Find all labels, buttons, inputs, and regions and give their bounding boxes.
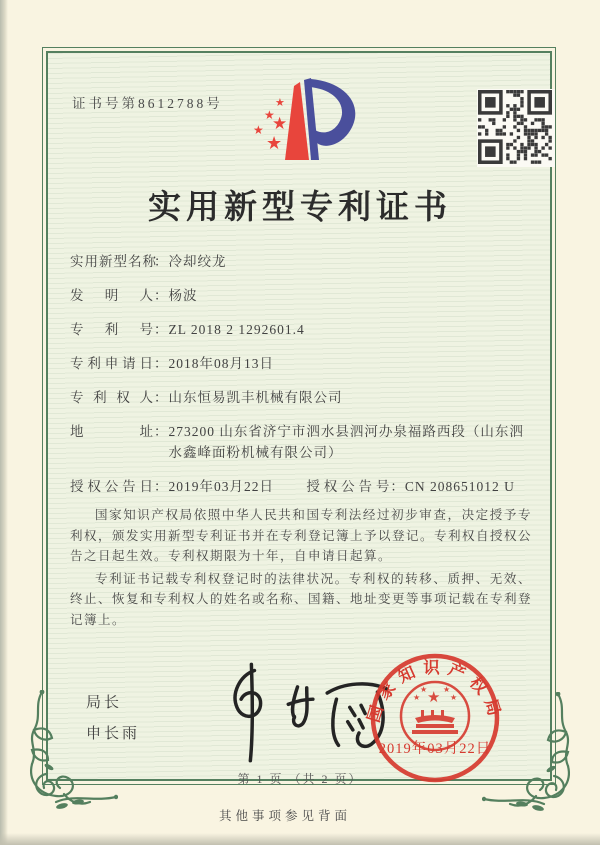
footer-note: 其他事项参见背面 (218, 809, 351, 823)
field-label: 实用新型名称 (70, 254, 157, 269)
svg-text:★: ★ (443, 685, 451, 694)
signer-name: 申长雨 (86, 726, 141, 742)
certificate-title: 实用新型专利证书 (148, 190, 452, 226)
colon: ： (154, 479, 169, 494)
cnipa-logo-icon (228, 66, 372, 178)
national-emblem-icon (401, 682, 469, 750)
field-label: 地址 (70, 424, 154, 439)
legal-paragraph-2: 专利证书记载专利权登记时的法律状况。专利权的转移、质押、无效、终止、恢复和专利权人的姓名或名称、国籍、地址变更等事项记载在专利登记簿上。 (70, 571, 533, 627)
logo-star-icon: ★ (253, 123, 264, 137)
field-label: 发明人 (70, 288, 154, 303)
logo-star-icon: ★ (275, 97, 285, 109)
field-value: 山东恒易凯丰机械有限公司 (168, 390, 343, 405)
field-label: 授权公告号 (306, 479, 391, 494)
colon: ： (154, 288, 169, 303)
svg-text:★: ★ (420, 685, 428, 694)
field-row-inventor (70, 285, 536, 306)
colon: ： (390, 479, 405, 494)
field-value: 273200 山东省济宁市泗水县泗河办泉福路西段（山东泗水鑫峰面粉机械有限公司） (168, 424, 524, 460)
grant-date-group (70, 479, 274, 494)
corner-flourish-icon (16, 690, 118, 818)
logo-star-icon: ★ (266, 133, 283, 153)
field-row-patent-no (70, 319, 536, 340)
field-value: 杨波 (168, 288, 198, 303)
field-label: 授权公告日 (70, 479, 154, 494)
colon: ： (154, 390, 169, 405)
logo-star-icon: ★ (272, 114, 288, 133)
field-value: 2018年08月13日 (168, 356, 274, 371)
field-label: 专利权人 (70, 390, 154, 405)
colon: ： (154, 254, 169, 269)
signer-title: 局长 (86, 695, 123, 711)
field-label: 专利号 (70, 322, 154, 337)
field-value: 冷却绞龙 (168, 254, 227, 269)
logo-p-bowl-shape (310, 79, 355, 146)
qr-code (477, 89, 555, 167)
seal-date: 2019年03月22日 (378, 741, 492, 757)
colon: ： (154, 356, 169, 371)
svg-text:★: ★ (413, 693, 421, 702)
svg-text:★: ★ (427, 690, 441, 706)
field-row-address (70, 421, 536, 463)
colon: ： (154, 424, 169, 439)
svg-text:★: ★ (450, 693, 458, 702)
certificate-number: 证书号第8612788号 (72, 96, 223, 111)
certificate-fields (70, 251, 536, 510)
corner-flourish-icon (482, 692, 584, 820)
seal-ring-text: 国家知识产权局 (363, 658, 507, 725)
field-label: 专利申请日 (70, 356, 154, 371)
scan-edge-bottom (0, 833, 600, 845)
legal-paragraph-1: 国家知识产权局依照中华人民共和国专利法经过初步审查，决定授予专利权，颁发实用新型专利证书并在专利登记簿上予以登记。专利权自授权公告之日起生效。专利权期限为十年，自申请日起算。 (70, 508, 533, 563)
field-value: CN 208651012 U (404, 479, 515, 494)
logo-star-icon: ★ (264, 108, 275, 122)
field-row-filing-date (70, 353, 536, 374)
field-value: 2019年03月22日 (168, 479, 274, 494)
field-row-name (70, 251, 536, 272)
legal-text (70, 505, 532, 632)
scan-edge-left (0, 0, 8, 845)
page-number: 第 1 页 （共 2 页） (237, 772, 363, 786)
field-value: ZL 2018 2 1292601.4 (168, 322, 305, 337)
grant-no-group (306, 479, 515, 494)
colon: ： (154, 322, 169, 337)
field-row-patentee (70, 387, 536, 408)
field-row-grant (70, 476, 536, 497)
